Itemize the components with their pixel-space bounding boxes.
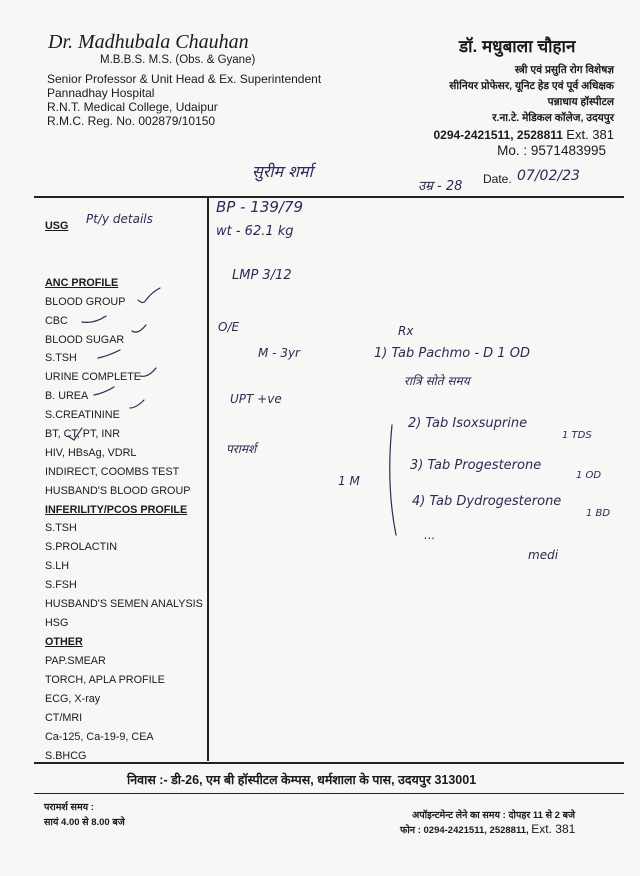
other-item: Ca-125, Ca-19-9, CEA [45,731,154,743]
tick-mark [94,387,114,395]
hindi-line-3: पन्नाधाय हॉस्पीटल [547,96,614,108]
date-value: 07/02/23 [517,168,580,184]
infertility-item: S.LH [45,560,70,572]
patient-age: उम्र - 28 [418,179,463,194]
hindi-line-4: र.ना.टे. मेडिकल कॉलेज, उदयपुर [492,112,614,124]
note-weight: wt - 62.1 kg [216,224,294,239]
anc-item: HUSBAND'S BLOOD GROUP [45,485,191,497]
doctor-name: Dr. Madhubala Chauhan [48,31,249,53]
note-1m: 1 M [338,474,360,488]
anc-heading: ANC PROFILE [45,277,119,289]
tick-mark [138,288,160,303]
tick-mark [132,325,146,332]
bracket-mark [390,425,396,535]
other-item: S.BHCG [45,750,87,762]
rx-symbol: Rx [398,324,414,338]
infertility-heading: INFERILITY/PCOS PROFILE [45,504,188,516]
anc-item: CBC [45,315,68,327]
anc-item: BLOOD SUGAR [45,334,125,346]
rx-dose: 1 BD [586,508,611,519]
other-item: ECG, X-ray [45,693,101,705]
infertility-item: HSG [45,617,69,629]
rx-signature: medi [528,548,559,562]
tick-mark [68,428,82,440]
hospital-line: Pannadhay Hospital [47,86,155,100]
college-line: R.N.T. Medical College, Udaipur [47,100,218,114]
usg-label: USG [45,220,69,232]
rx-line: 1) Tab Pachmo - D 1 OD [374,346,530,361]
rx-line: 2) Tab Isoxsuprine [408,416,528,431]
patient-name: सुरीम शर्मा [252,162,313,181]
rx-line: रात्रि सोते समय [404,374,470,388]
anc-item: B. UREA [45,390,89,402]
note-upt: UPT +ve [230,392,282,406]
anc-item: HIV, HBsAg, VDRL [45,447,137,459]
doctor-degree: M.B.B.S. M.S. (Obs. & Gyane) [100,54,256,66]
note-counselling: परामर्श [226,442,257,456]
designation-line: Senior Professor & Unit Head & Ex. Superintendent [47,72,322,86]
consultation-label: परामर्श समय : [44,802,94,813]
reg-line: R.M.C. Reg. No. 002879/10150 [47,114,216,128]
appointment-time: अपॉइन्टमेन्ट लेने का समय : दोपहर 11 से 2 बजे [412,810,576,821]
rx-dose: 1 TDS [562,430,592,441]
consultation-time: सायं 4.00 से 8.00 बजे [44,817,125,828]
usg-note: Pt/y details [86,212,153,226]
anc-item: S.CREATININE [45,409,120,421]
anc-item: BLOOD GROUP [45,296,126,308]
anc-item: URINE COMPLETE [45,371,141,383]
infertility-item: S.TSH [45,522,77,534]
hindi-line-2: सीनियर प्रोफेसर, यूनिट हेड एवं पूर्व अधिक्षक [449,80,614,92]
residence-address: निवास :- डी-26, एम बी हॉस्पीटल केम्पस, धर्मशाला के पास, उदयपुर 313001 [127,773,477,787]
footer-phone: फोन : 0294-2421511, 2528811, Ext. 381 [400,822,576,836]
date-label: Date. [483,172,512,186]
rx-dose: 1 OD [576,470,602,481]
phone-line: 0294-2421511, 2528811 Ext. 381 [433,127,614,142]
anc-item: BT, CT, PT, INR [45,428,120,440]
infertility-item: HUSBAND'S SEMEN ANALYSIS [45,598,203,610]
other-heading: OTHER [45,636,83,648]
other-item: CT/MRI [45,712,83,724]
infertility-item: S.FSH [45,579,77,591]
note-bp: BP - 139/79 [216,198,304,216]
rx-line: ... [424,528,436,542]
tick-mark [140,368,156,376]
anc-item: S.TSH [45,352,77,364]
rx-line: 3) Tab Progesterone [410,458,542,473]
mobile-number: Mo. : 9571483995 [497,143,606,158]
doctor-name-hindi: डॉ. मधुबाला चौहान [459,37,576,56]
note-oe: O/E [218,320,240,334]
rx-line: 4) Tab Dydrogesterone [412,494,562,509]
hindi-line-1: स्त्री एवं प्रसुति रोग विशेषज्ञ [514,64,614,76]
tick-mark [98,350,120,358]
anc-item: INDIRECT, COOMBS TEST [45,466,180,478]
note-m: M - 3yr [258,346,300,360]
tick-mark [130,400,144,408]
infertility-item: S.PROLACTIN [45,541,117,553]
note-lmp: LMP 3/12 [232,268,292,283]
other-item: PAP.SMEAR [45,655,106,667]
tick-mark [82,316,106,322]
other-item: TORCH, APLA PROFILE [45,674,165,686]
